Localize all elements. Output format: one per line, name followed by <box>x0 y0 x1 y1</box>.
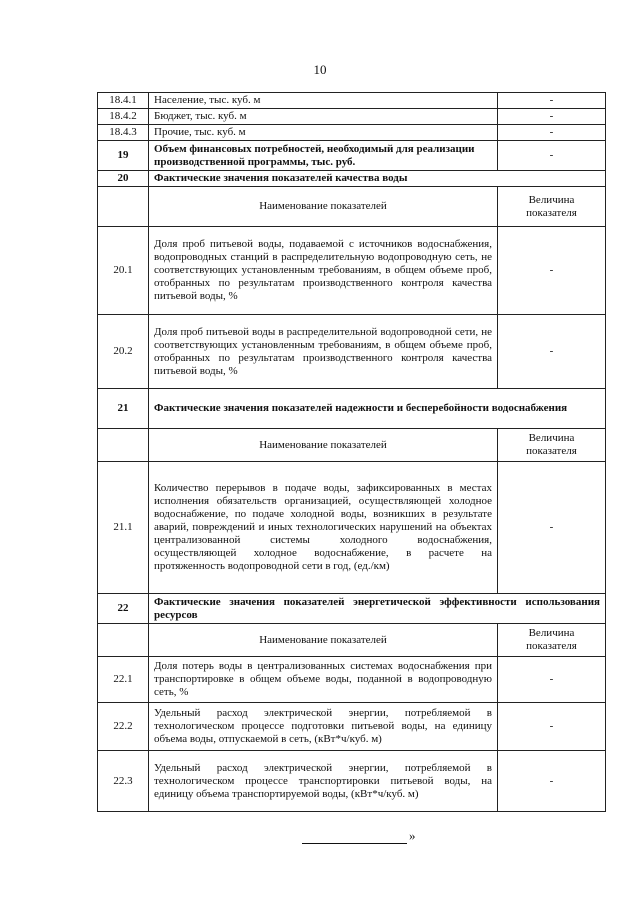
row-value: - <box>498 93 606 109</box>
row-text: Доля проб питьевой воды в распределительной водопроводной сети, не соответствующих установленным требованиям, в общем объеме проб, отобранных по результатам производственного контроля качества питьевой воды, % <box>149 315 498 389</box>
row-value: - <box>498 315 606 389</box>
page-number: 10 <box>313 62 327 77</box>
row-number: 19 <box>98 141 149 171</box>
row-text: Количество перерывов в подаче воды, зафиксированных в местах исполнения обязательств организацией, осуществляющей холодное водоснабжение, по подаче холодной воды, возникших в результате аварий, повреждений и иных технологических нарушений на объектах централизованной системы холодного водоснабжения, осуществляющей холодное водоснабжение, в расчете на протяженность водопроводной сети в год, (ед./км) <box>149 462 498 594</box>
empty-cell <box>98 187 149 227</box>
row-number: 22.3 <box>98 751 149 812</box>
column-header-name: Наименование показателей <box>149 187 498 227</box>
row-value: - <box>498 109 606 125</box>
signature-underline <box>302 833 407 844</box>
table-row <box>98 703 606 751</box>
header-row <box>98 429 606 462</box>
empty-cell <box>98 624 149 657</box>
row-text: Прочие, тыс. куб. м <box>149 125 498 141</box>
row-number: 20.1 <box>98 227 149 315</box>
row-number: 22.1 <box>98 657 149 703</box>
row-value: - <box>498 657 606 703</box>
section-title: Фактические значения показателей надежности и бесперебойности водоснабжения <box>149 389 606 429</box>
header-row <box>98 624 606 657</box>
indicators-table <box>97 92 606 812</box>
row-value: - <box>498 703 606 751</box>
row-value: - <box>498 462 606 594</box>
table-row <box>98 125 606 141</box>
closing-quote: » <box>409 828 416 843</box>
row-text: Население, тыс. куб. м <box>149 93 498 109</box>
section-row <box>98 171 606 187</box>
section-number: 21 <box>98 389 149 429</box>
row-value: - <box>498 141 606 171</box>
table-row <box>98 657 606 703</box>
table-row <box>98 227 606 315</box>
section-title: Фактические значения показателей качества воды <box>149 171 606 187</box>
section-title: Фактические значения показателей энергетической эффективности использования ресурсов <box>149 594 606 624</box>
row-text: Бюджет, тыс. куб. м <box>149 109 498 125</box>
row-text: Доля потерь воды в централизованных системах водоснабжения при транспортировке в общем объеме воды, поданной в водопроводную сеть, % <box>149 657 498 703</box>
table-row <box>98 751 606 812</box>
column-header-name: Наименование показателей <box>149 429 498 462</box>
row-number: 22.2 <box>98 703 149 751</box>
row-number: 18.4.1 <box>98 93 149 109</box>
empty-cell <box>98 429 149 462</box>
section-row <box>98 594 606 624</box>
column-header-value: Величина показателя <box>498 624 606 657</box>
column-header-name: Наименование показателей <box>149 624 498 657</box>
row-value: - <box>498 227 606 315</box>
section-row <box>98 389 606 429</box>
table-row <box>98 462 606 594</box>
row-text: Объем финансовых потребностей, необходимый для реализации производственной программы, тыс. руб. <box>149 141 498 171</box>
header-row <box>98 187 606 227</box>
row-text: Доля проб питьевой воды, подаваемой с источников водоснабжения, водопроводных станций в распределительную водопроводную сеть, не соответствующих установленным требованиям, в общем объеме проб, отобранных по результатам производственного контроля качества питьевой воды, % <box>149 227 498 315</box>
row-text: Удельный расход электрической энергии, потребляемой в технологическом процессе транспортировки питьевой воды, на единицу объема транспортируемой воды, (кВт*ч/куб. м) <box>149 751 498 812</box>
closing-signature-line <box>302 828 416 844</box>
row-number: 20.2 <box>98 315 149 389</box>
row-number: 18.4.3 <box>98 125 149 141</box>
section-number: 20 <box>98 171 149 187</box>
row-value: - <box>498 125 606 141</box>
row-value: - <box>498 751 606 812</box>
table-row <box>98 141 606 171</box>
column-header-value: Величина показателя <box>498 187 606 227</box>
column-header-value: Величина показателя <box>498 429 606 462</box>
table-row <box>98 93 606 109</box>
row-text: Удельный расход электрической энергии, потребляемой в технологическом процессе подготовки питьевой воды, на единицу объема воды, отпускаемой в сеть, (кВт*ч/куб. м) <box>149 703 498 751</box>
section-number: 22 <box>98 594 149 624</box>
table-row <box>98 315 606 389</box>
row-number: 21.1 <box>98 462 149 594</box>
table-row <box>98 109 606 125</box>
row-number: 18.4.2 <box>98 109 149 125</box>
